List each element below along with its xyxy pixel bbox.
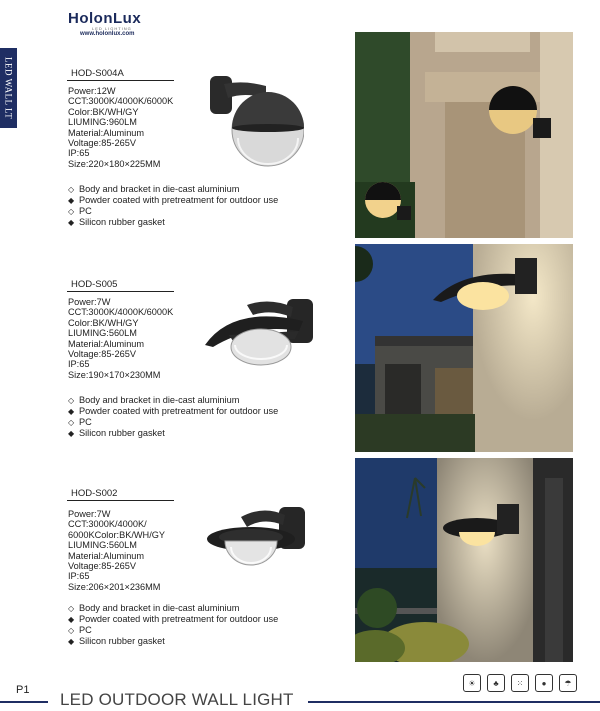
feature-item: ◇ Body and bracket in die-cast aluminium	[68, 184, 240, 194]
footer-line-left	[0, 701, 48, 703]
spec-voltage: Voltage:85-265V	[68, 138, 136, 149]
feature-item: ◇ Body and bracket in die-cast aluminium	[68, 395, 240, 405]
waterproof-icon: ☂	[559, 674, 577, 692]
product-image-globe-light	[204, 72, 304, 172]
product-specs	[68, 297, 173, 380]
product-photo-night-wall	[355, 458, 573, 662]
feature-item: ◇ PC	[68, 625, 92, 635]
product-photo-pillar	[355, 32, 573, 238]
tree-outdoor-icon: ♣	[487, 674, 505, 692]
spec-ip: IP:65	[68, 148, 90, 159]
feature-item: ◆ Powder coated with pretreatment for outdoor use	[68, 195, 279, 205]
brand-url[interactable]: www.holonlux.com	[80, 31, 135, 37]
spec-size: Size:206×201×236MM	[68, 581, 161, 592]
feature-item: ◇ PC	[68, 417, 92, 427]
spec-power: Power:7W	[68, 509, 111, 519]
product-model: HOD-S005	[71, 279, 118, 290]
spec-voltage: Voltage:85-265V	[68, 349, 136, 360]
feature-list	[68, 603, 278, 647]
footer-line-right	[308, 701, 600, 703]
brand-logo: HolonLux	[68, 10, 142, 27]
feature-list	[68, 184, 278, 228]
feature-item: ◇ PC	[68, 206, 92, 216]
spec-color: Color:BK/WH/GY	[68, 106, 139, 117]
spec-material: Material:Aluminum	[68, 127, 145, 138]
spec-cct: CCT:3000K/4000K/6000K	[68, 307, 174, 318]
feature-item: ◆ Powder coated with pretreatment for outdoor use	[68, 614, 279, 624]
page-number: P1	[16, 684, 30, 696]
feature-item: ◆ Silicon rubber gasket	[68, 636, 165, 646]
category-side-tab	[0, 48, 17, 128]
product-specs	[68, 509, 165, 592]
spec-lumen: LIUMING:560LM	[68, 540, 137, 551]
feature-item: ◇ Body and bracket in die-cast aluminium	[68, 603, 240, 613]
divider	[67, 291, 174, 292]
spec-material: Material:Aluminum	[68, 338, 145, 349]
spec-lumen: LIUMING:560LM	[68, 328, 137, 339]
spec-lumen: LIUMING:960LM	[68, 117, 137, 128]
spec-ip: IP:65	[68, 359, 90, 370]
footer-title: LED OUTDOOR WALL LIGHT	[60, 690, 294, 709]
product-model: HOD-S004A	[71, 68, 124, 79]
divider	[67, 80, 174, 81]
sunscreen-icon: ☀	[463, 674, 481, 692]
product-model: HOD-S002	[71, 488, 118, 499]
product-photo-dusk-wall	[355, 244, 573, 452]
product-image-hooded-light	[203, 295, 318, 370]
brand-tagline: LED LIGHTING	[92, 26, 132, 31]
spec-size: Size:190×170×230MM	[68, 369, 161, 380]
feature-item: ◆ Powder coated with pretreatment for outdoor use	[68, 406, 279, 416]
feature-list	[68, 395, 278, 439]
side-tab-label: LED WALL LT	[3, 56, 14, 120]
spec-voltage: Voltage:85-265V	[68, 561, 136, 572]
bulb-icon: ●	[535, 674, 553, 692]
spec-size: Size:220×180×225MM	[68, 158, 161, 169]
product-image-saucer-light	[205, 503, 310, 578]
led-chip-icon: ⁙	[511, 674, 529, 692]
feature-item: ◆ Silicon rubber gasket	[68, 217, 165, 227]
divider	[67, 500, 174, 501]
spec-cct: CCT:3000K/4000K/	[68, 519, 147, 530]
spec-ip: IP:65	[68, 571, 90, 582]
spec-cct: CCT:3000K/4000K/6000K	[68, 96, 174, 107]
spec-cct-color: 6000KColor:BK/WH/GY	[68, 529, 166, 540]
product-specs	[68, 86, 173, 169]
feature-item: ◆ Silicon rubber gasket	[68, 428, 165, 438]
spec-material: Material:Aluminum	[68, 550, 145, 561]
spec-color: Color:BK/WH/GY	[68, 317, 139, 328]
spec-power: Power:12W	[68, 86, 116, 96]
spec-power: Power:7W	[68, 297, 111, 307]
